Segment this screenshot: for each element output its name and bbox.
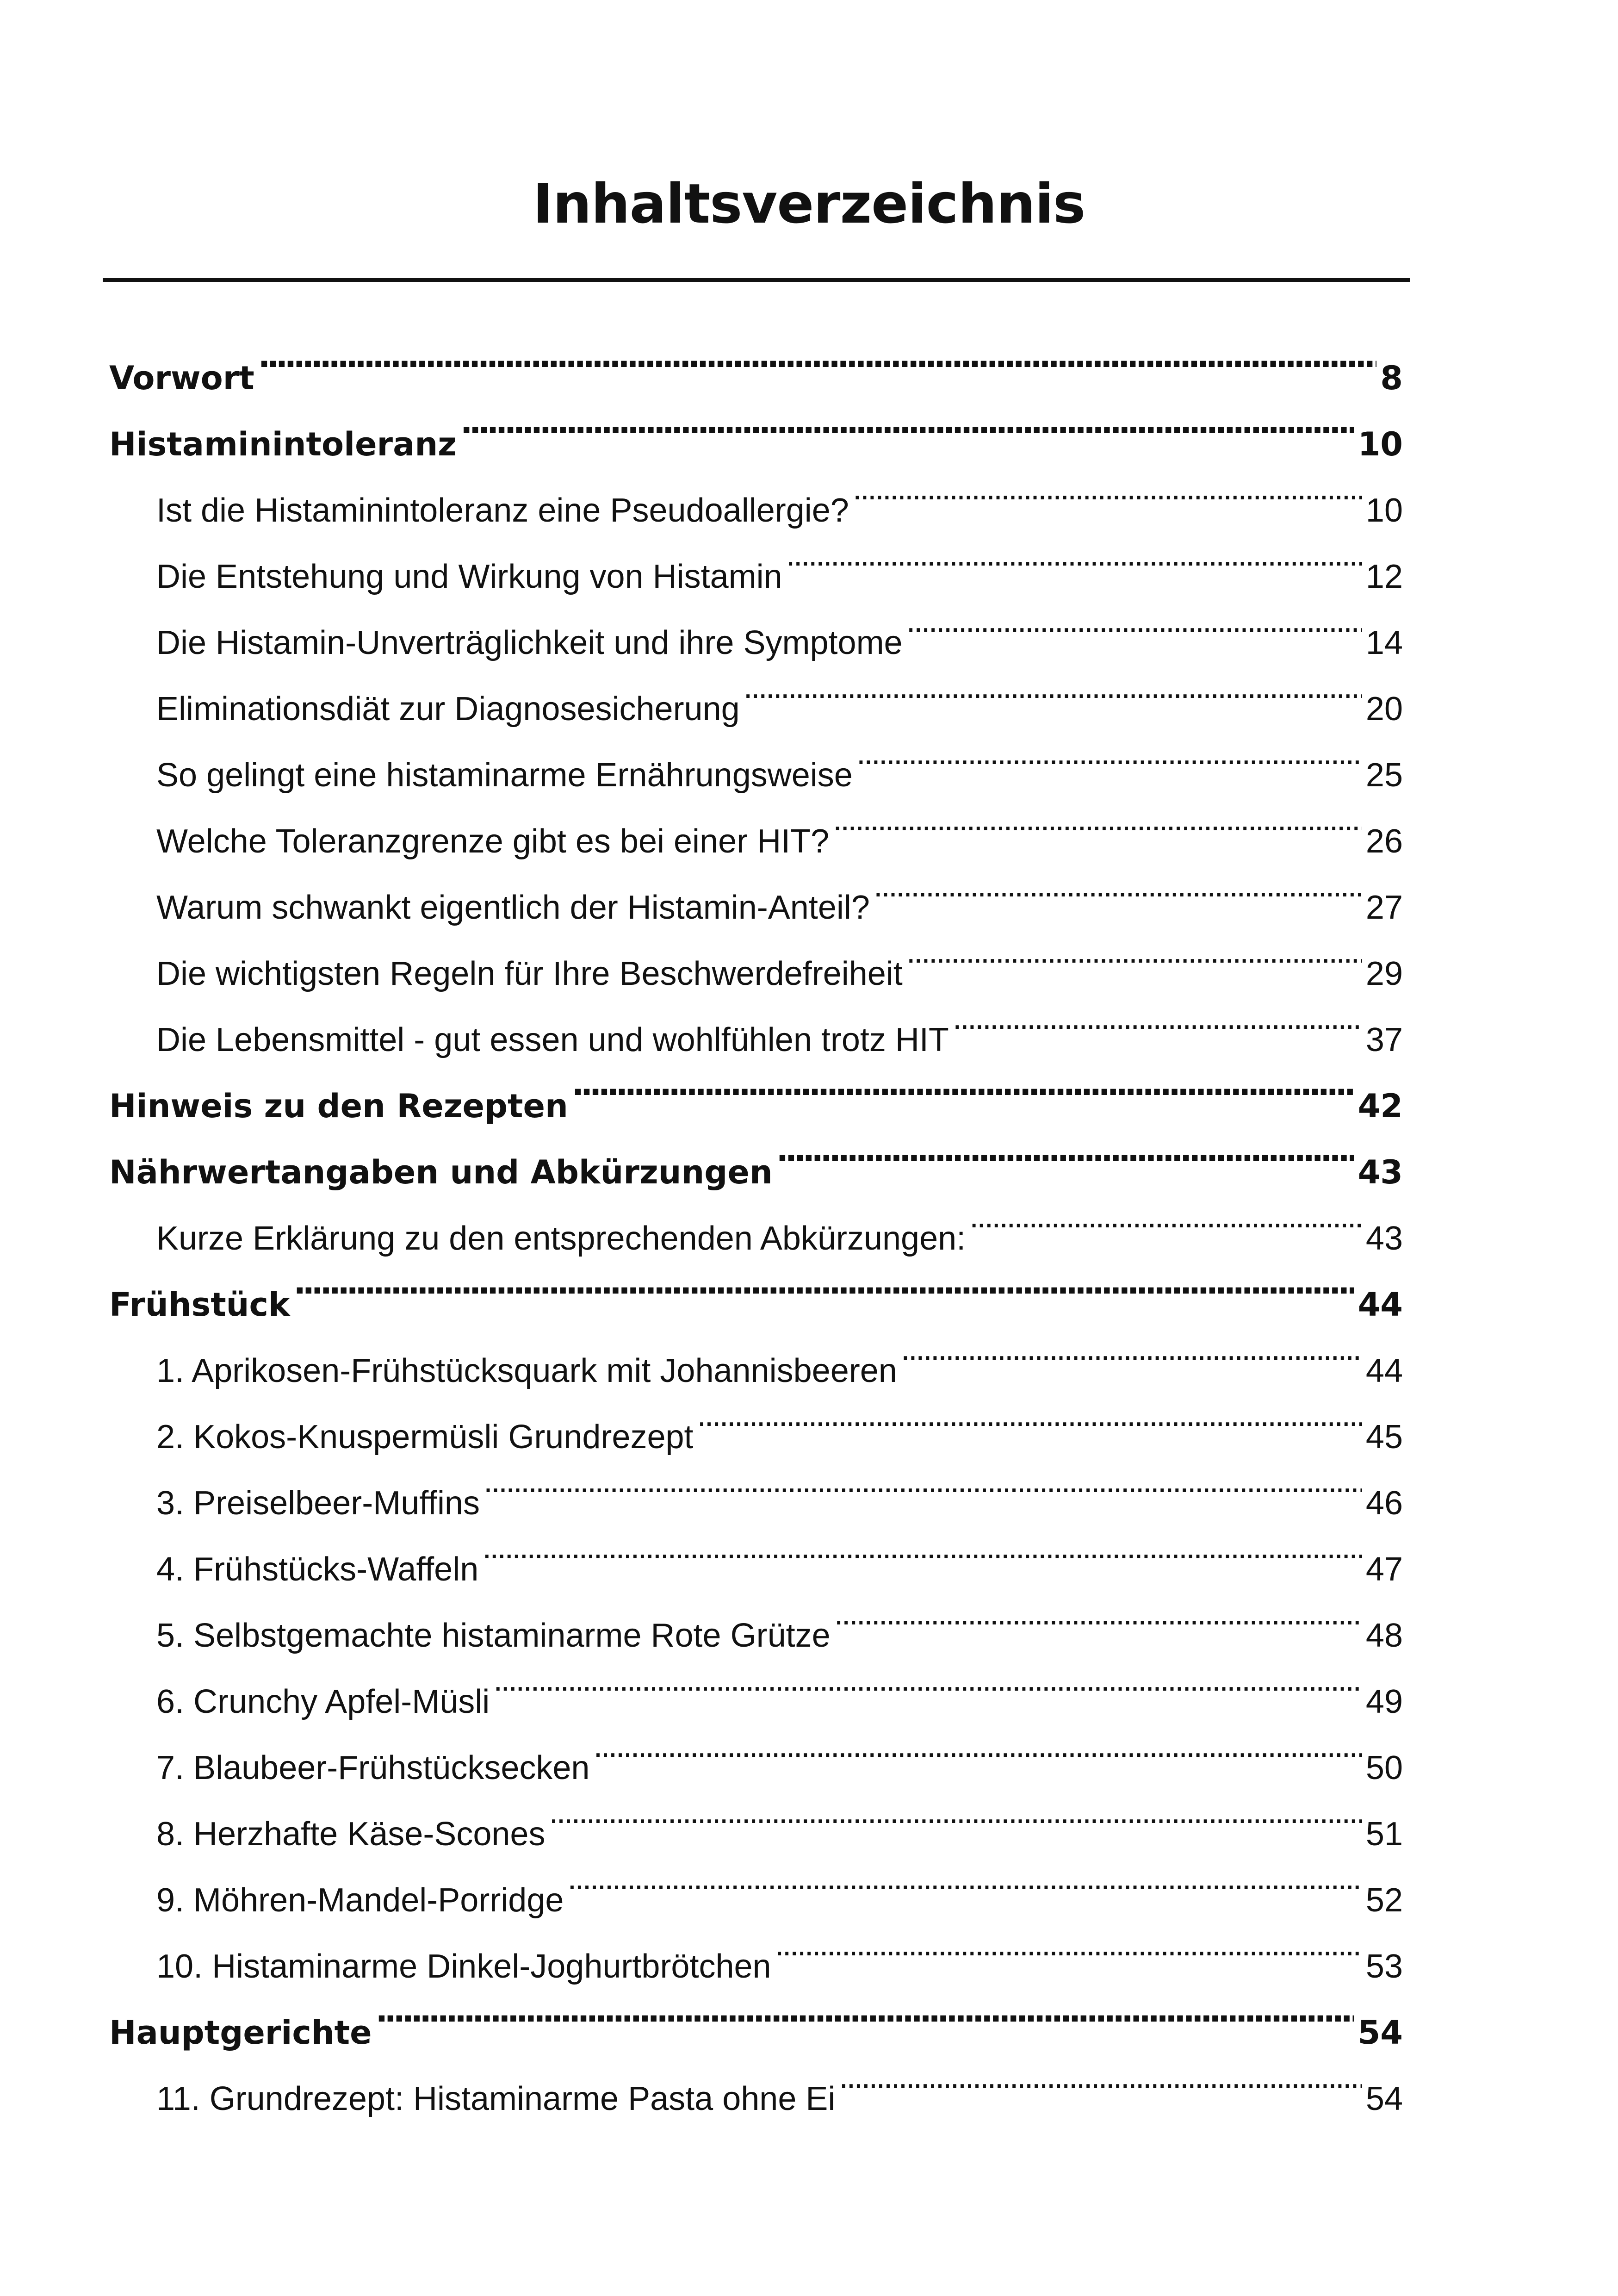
toc-dot-leader xyxy=(744,654,1362,720)
toc-entry-label: 4. Frühstücks-Waffeln xyxy=(156,1551,479,1588)
toc-entry-page-number: 44 xyxy=(1365,1352,1403,1389)
toc-entry-label: Die Histamin-Unverträglichkeit und ihre Symptome xyxy=(156,624,903,661)
toc-chapter-entry[interactable] xyxy=(109,323,1403,397)
title-divider xyxy=(103,278,1410,282)
toc-entry-page-number: 51 xyxy=(1365,1816,1403,1853)
toc-chapter-entry[interactable] xyxy=(109,389,1403,463)
toc-dot-leader xyxy=(953,985,1362,1051)
toc-chapter-entry[interactable] xyxy=(109,1250,1403,1324)
toc-entry-label: 3. Preiselbeer-Muffins xyxy=(156,1485,480,1522)
toc-dot-leader xyxy=(697,1382,1362,1448)
page-title: Inhaltsverzeichnis xyxy=(533,172,1085,236)
toc-dot-leader xyxy=(460,389,1354,455)
toc-entry-page-number: 53 xyxy=(1365,1948,1403,1985)
toc-entry-page-number: 29 xyxy=(1365,955,1403,992)
toc-entry-page-number: 20 xyxy=(1365,691,1403,728)
toc-dot-leader xyxy=(776,1117,1354,1183)
toc-dot-leader xyxy=(567,1845,1362,1911)
toc-entry-page-number: 48 xyxy=(1365,1617,1403,1654)
toc-entry-page-number: 26 xyxy=(1365,823,1403,860)
toc-entry-label: Eliminationsdiät zur Diagnosesicherung xyxy=(156,691,740,728)
toc-entry-label: Hauptgerichte xyxy=(109,2014,372,2052)
toc-entry-label: Frühstück xyxy=(109,1286,290,1324)
toc-entry-page-number: 37 xyxy=(1365,1021,1403,1058)
toc-entry-page-number: 45 xyxy=(1365,1419,1403,1456)
toc-entry-page-number: 8 xyxy=(1380,359,1403,397)
toc-entry-page-number: 42 xyxy=(1358,1087,1403,1125)
toc-entry-label: Ist die Histaminintoleranz eine Pseudoallergie? xyxy=(156,492,849,529)
toc-entry-label: Welche Toleranzgrenze gibt es bei einer HIT? xyxy=(156,823,830,860)
toc-entry-label: 7. Blaubeer-Frühstücksecken xyxy=(156,1749,590,1786)
toc-dot-leader xyxy=(906,919,1362,985)
toc-dot-leader xyxy=(493,1647,1362,1713)
toc-entry-label: Vorwort xyxy=(109,359,254,397)
toc-dot-leader xyxy=(834,1580,1362,1647)
toc-dot-leader xyxy=(839,2044,1362,2110)
toc-entry-page-number: 10 xyxy=(1365,492,1403,529)
toc-section-entry[interactable] xyxy=(109,1316,1403,1389)
toc-entry-page-number: 52 xyxy=(1365,1882,1403,1919)
toc-dot-leader xyxy=(874,852,1362,919)
toc-entry-label: So gelingt eine histaminarme Ernährungsweise xyxy=(156,757,853,794)
toc-entry-page-number: 27 xyxy=(1365,889,1403,926)
toc-entry-label: Histaminintoleranz xyxy=(109,425,457,463)
toc-entry-label: 10. Histaminarme Dinkel-Joghurtbrötchen xyxy=(156,1948,771,1985)
toc-entry-label: Warum schwankt eigentlich der Histamin-Anteil? xyxy=(156,889,870,926)
toc-entry-page-number: 43 xyxy=(1365,1220,1403,1257)
toc-entry-page-number: 54 xyxy=(1358,2014,1403,2052)
toc-entry-page-number: 25 xyxy=(1365,757,1403,794)
toc-dot-leader xyxy=(549,1779,1362,1845)
toc-entry-page-number: 46 xyxy=(1365,1485,1403,1522)
toc-entry-page-number: 50 xyxy=(1365,1749,1403,1786)
toc-dot-leader xyxy=(786,522,1362,588)
toc-entry-label: 1. Aprikosen-Frühstücksquark mit Johannisbeeren xyxy=(156,1352,897,1389)
toc-entry-label: Die wichtigsten Regeln für Ihre Beschwerdefreiheit xyxy=(156,955,903,992)
toc-dot-leader xyxy=(901,1316,1362,1382)
toc-dot-leader xyxy=(593,1713,1362,1779)
toc-entry-page-number: 47 xyxy=(1365,1551,1403,1588)
toc-entry-label: 9. Möhren-Mandel-Porridge xyxy=(156,1882,564,1919)
toc-entry-label: Hinweis zu den Rezepten xyxy=(109,1087,568,1125)
toc-dot-leader xyxy=(775,1911,1362,1978)
toc-dot-leader xyxy=(969,1183,1362,1250)
toc-entry-page-number: 43 xyxy=(1358,1153,1403,1191)
toc-dot-leader xyxy=(294,1250,1354,1316)
toc-dot-leader xyxy=(258,323,1377,389)
table-of-contents xyxy=(109,323,1403,2117)
toc-entry-page-number: 12 xyxy=(1365,558,1403,595)
toc-dot-leader xyxy=(376,1978,1354,2044)
toc-entry-page-number: 10 xyxy=(1358,425,1403,463)
toc-entry-page-number: 44 xyxy=(1358,1286,1403,1324)
toc-dot-leader xyxy=(482,1514,1362,1580)
toc-dot-leader xyxy=(906,588,1362,654)
toc-entry-page-number: 14 xyxy=(1365,624,1403,661)
toc-entry-label: 6. Crunchy Apfel-Müsli xyxy=(156,1683,490,1720)
toc-dot-leader xyxy=(853,455,1362,522)
toc-entry-page-number: 54 xyxy=(1365,2080,1403,2117)
toc-entry-label: 2. Kokos-Knuspermüsli Grundrezept xyxy=(156,1419,694,1456)
toc-entry-label: 11. Grundrezept: Histaminarme Pasta ohne Ei xyxy=(156,2080,836,2117)
toc-dot-leader xyxy=(856,720,1362,786)
toc-dot-leader xyxy=(484,1448,1362,1514)
toc-entry-label: Kurze Erklärung zu den entsprechenden Abkürzungen: xyxy=(156,1220,966,1257)
toc-dot-leader xyxy=(572,1051,1354,1117)
toc-dot-leader xyxy=(833,786,1362,852)
toc-entry-label: 5. Selbstgemachte histaminarme Rote Grütze xyxy=(156,1617,831,1654)
toc-entry-label: Die Entstehung und Wirkung von Histamin xyxy=(156,558,782,595)
toc-entry-label: Die Lebensmittel - gut essen und wohlfühlen trotz HIT xyxy=(156,1021,949,1058)
toc-entry-label: Nährwertangaben und Abkürzungen xyxy=(109,1153,773,1191)
toc-entry-page-number: 49 xyxy=(1365,1683,1403,1720)
toc-entry-label: 8. Herzhafte Käse-Scones xyxy=(156,1816,546,1853)
